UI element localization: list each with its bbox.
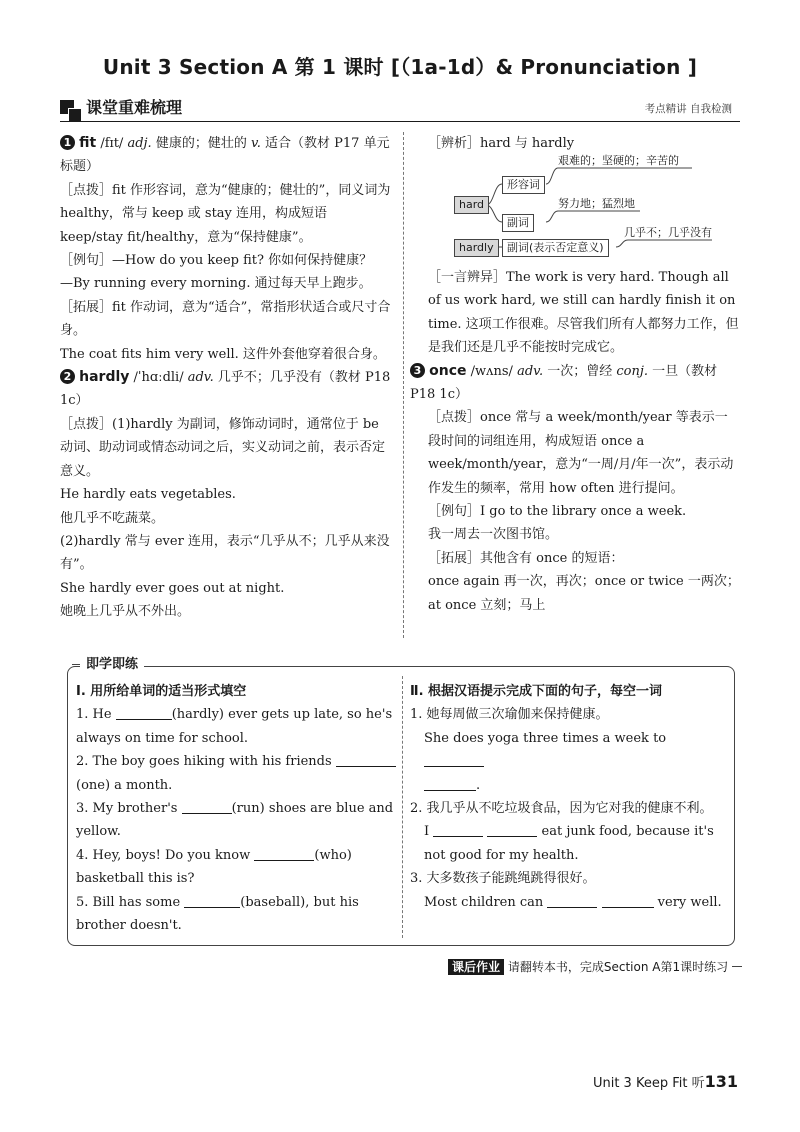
entry-fit-example-2: —By running every morning. 通过每天早上跑步。 (60, 276, 372, 292)
entry-fit-example: ［例句］—How do you keep fit? 你如何保持健康？ (60, 253, 373, 269)
entry-hardly-example-2-cn: 她晚上几乎从不外出。 (60, 604, 191, 620)
pos: adv. (187, 370, 214, 386)
part2-q1-en: She does yoga three times a week to . (424, 730, 667, 793)
section-label: 课堂重难梳理 (86, 98, 183, 117)
footer-unit: Unit 3 Keep Fit 听 (592, 1076, 705, 1091)
answer-blank[interactable] (116, 705, 172, 720)
entry-once-phrases-2: at once 立刻；马上 (428, 597, 546, 613)
part1-q2: 2. The boy goes hiking with his friends (one) a month. (76, 750, 396, 797)
part2-heading: Ⅱ. 根据汉语提示完成下面的句子，每空一词 (410, 684, 663, 699)
meaning: 几乎不；几乎没有（教材 P18 1c） (60, 370, 391, 409)
part1-heading: Ⅰ. 用所给单词的适当形式填空 (76, 684, 247, 699)
adv-neg-box: 副词(表示否定意义) (502, 239, 609, 257)
meaning: 健康的；健壮的 (151, 136, 251, 151)
analysis-title: ［辨析］hard 与 hardly (428, 136, 575, 151)
entry-once-head (410, 360, 740, 407)
answer-blank[interactable] (424, 776, 476, 791)
answer-blank[interactable] (487, 822, 537, 837)
part1-q4: 4. Hey, boys! Do you know (who) basketball this is? (76, 847, 352, 887)
pos: conj. (616, 363, 649, 379)
part1-q5: 5. Bill has some (baseball), but his brother doesn't. (76, 894, 359, 934)
answer-blank[interactable] (336, 752, 396, 767)
phonetic: /ˈhɑːdli/ (129, 370, 188, 386)
entry-number-2: 2 (60, 369, 75, 384)
answer-blank[interactable] (433, 822, 483, 837)
homework-text: 请翻转本书，完成Section A第1课时练习 (507, 960, 729, 974)
entry-once-tip: ［点拨］once 常与 a week/month/year 等表示一段时间的词组连用，构成短语 once a week/month/year，意为“一周/月/年一次”，表示动作发生的频率，常用 how often 进行提问。 (428, 410, 734, 496)
entry-once-phrases: once again 再一次，再次；once or twice 一两次； (428, 574, 740, 590)
entry-fit-tip: ［点拨］fit 作形容词，意为“健康的；健壮的”，同义词为 healthy，常与 keep 或 stay 连用，构成短语 keep/stay fit/healthy，意为“保持健康”。 (60, 182, 391, 245)
meaning: 适合（教材 P17 单元标题） (60, 136, 390, 175)
answer-blank[interactable] (182, 799, 232, 814)
answer-blank[interactable] (547, 893, 597, 908)
answer-blank[interactable] (602, 893, 654, 908)
entry-hardly-tip: ［点拨］(1)hardly 为副词，修饰动词时，通常位于 be 动词、助动词或情态动词之后，实义动词之前，表示否定意义。 (60, 416, 386, 479)
entry-fit-extend-example: The coat fits him very well. 这件外套他穿着很合身。 (60, 346, 386, 362)
section-block-icon-2 (68, 108, 82, 122)
answer-blank[interactable] (254, 846, 314, 861)
neg-meaning: 几乎不；几乎没有 (624, 226, 712, 239)
meaning: 一次；曾经 (543, 363, 617, 379)
homework-tag: 课后作业 (448, 959, 504, 975)
section-rule (60, 121, 740, 122)
hardly-box: hardly (454, 239, 499, 257)
exercise-divider (402, 676, 403, 938)
entry-number-1: 1 (60, 135, 75, 150)
saying: ［一言辨异］The work is very hard. Though all of us work hard, we still can hardly finish it on time. 这项工作很难。尽管我们所有人都努力工作，但是我们还是几乎不能按时完成它。 (428, 270, 739, 356)
part2-q1-cn: 1. 她每周做三次瑜伽来保持健康。 (410, 707, 609, 723)
adv-box: 副词 (502, 214, 534, 232)
page-title: Unit 3 Section A 第 1 课时 [（1a-1d）& Pronunciation ] (102, 55, 698, 79)
entry-once-example-cn: 我一周去一次图书馆。 (428, 527, 559, 543)
entry-hardly-example: He hardly eats vegetables. (60, 487, 236, 503)
headword-once: once (429, 362, 467, 379)
hard-hardly-diagram (430, 154, 730, 265)
part2-q3-en: Most children can very well. (424, 894, 722, 910)
answer-blank[interactable] (184, 893, 240, 908)
column-divider (403, 132, 404, 638)
right-column (410, 266, 740, 617)
phonetic: /fɪt/ (96, 136, 128, 151)
section-header (60, 96, 740, 122)
exercise-title: 即学即练 (80, 654, 144, 676)
analysis-head (428, 132, 740, 155)
entry-hardly-head (60, 366, 394, 413)
entry-hardly-example-2: She hardly ever goes out at night. (60, 580, 285, 596)
answer-blank[interactable] (424, 752, 484, 767)
homework-note (448, 958, 742, 976)
entry-once-extend: ［拓展］其他含有 once 的短语： (428, 550, 624, 566)
pos: adv. (517, 363, 544, 379)
phonetic: /wʌns/ (466, 363, 518, 379)
exercise-part2 (410, 680, 728, 914)
adj-box: 形容词 (502, 176, 545, 194)
part1-q1: 1. He (hardly) ever gets up late, so he's always on time for school. (76, 707, 393, 746)
left-column (60, 132, 394, 624)
entry-fit-extend: ［拓展］fit 作动词，意为“适合”，常指形状适合或尺寸合身。 (60, 299, 391, 339)
meaning: 一旦（教材 P18 1c） (410, 363, 718, 403)
exercise-part1 (76, 680, 396, 937)
section-right-tabs: 考点精讲 自我检测 (644, 103, 732, 115)
headword-hardly: hardly (79, 369, 130, 386)
adj-meaning: 艰难的；坚硬的；辛苦的 (558, 154, 679, 167)
part2-q2-en: I eat junk food, because it's not good for my health. (424, 824, 714, 863)
entry-hardly-example-cn: 他几乎不吃蔬菜。 (60, 510, 165, 526)
page-number: 131 (704, 1072, 738, 1091)
entry-once-example: ［例句］I go to the library once a week. (428, 504, 687, 520)
part2-q3-cn: 3. 大多数孩子能跳绳跳得很好。 (410, 871, 596, 887)
entry-hardly-tip-2: (2)hardly 常与 ever 连用，表示“几乎从不；几乎从来没有”。 (60, 533, 390, 573)
entry-fit-head (60, 132, 394, 179)
part1-q3: 3. My brother's (run) shoes are blue and yellow. (76, 801, 394, 840)
hard-box: hard (454, 196, 489, 214)
entry-number-3: 3 (410, 363, 425, 378)
adv-meaning: 努力地；猛烈地 (558, 197, 635, 210)
part2-q2-cn: 2. 我几乎从不吃垃圾食品，因为它对我的健康不利。 (410, 801, 713, 817)
headword-fit: fit (79, 135, 97, 151)
page-footer (593, 1072, 738, 1094)
pos: adj. (127, 136, 152, 151)
pos: v. (250, 136, 261, 151)
homework-line (732, 966, 742, 967)
